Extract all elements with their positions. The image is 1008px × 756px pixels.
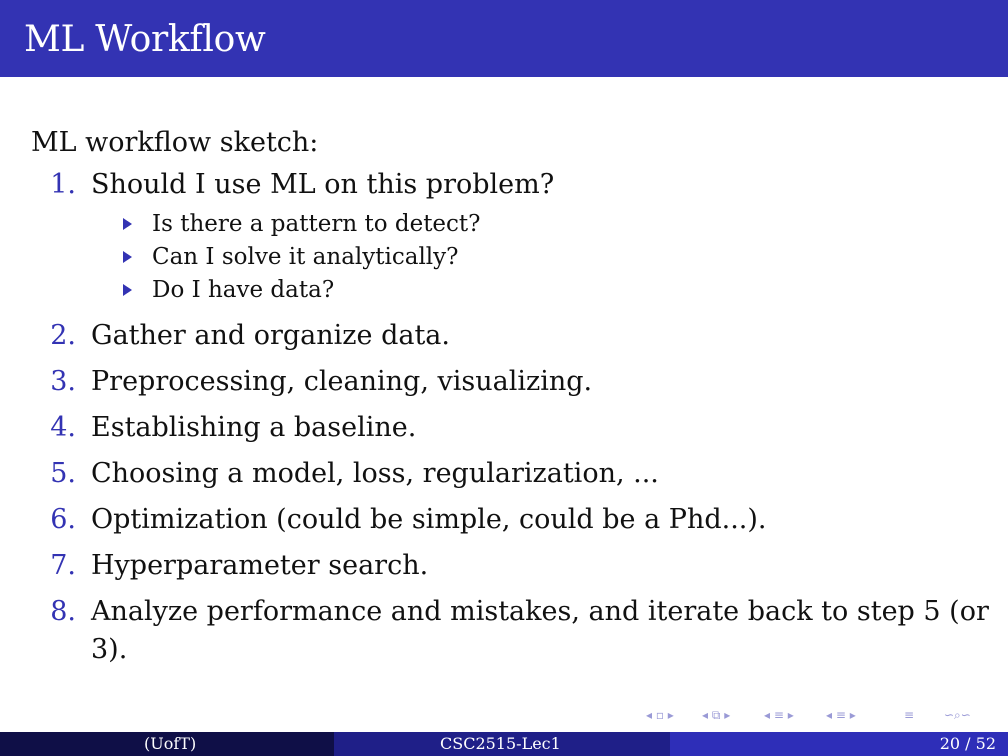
footer-course: CSC2515-Lec1 xyxy=(440,734,561,753)
sub-item-text: Do I have data? xyxy=(152,277,335,303)
item-text: Hyperparameter search. xyxy=(91,550,429,581)
item-number: 8. xyxy=(50,596,76,627)
title-bar xyxy=(0,0,1008,77)
item-text: Optimization (could be simple, could be a Phd...). xyxy=(91,504,767,535)
footer-author: (UofT) xyxy=(144,734,197,753)
slide-title: ML Workflow xyxy=(24,19,266,60)
beamer-navigation xyxy=(646,707,1000,723)
item-number: 4. xyxy=(50,412,76,443)
footer-page-cell xyxy=(670,732,1008,756)
item-text: Analyze performance and mistakes, and iterate back to step 5 (or xyxy=(91,596,989,627)
item-number: 7. xyxy=(50,550,76,581)
item-text: Choosing a model, loss, regularization, ... xyxy=(91,458,659,489)
nav-frame-first-icon[interactable]: ◂ ▫ ▸ xyxy=(646,708,674,722)
item-number: 1. xyxy=(50,169,76,200)
sub-item-text: Can I solve it analytically? xyxy=(152,244,459,270)
item-text-continuation: 3). xyxy=(91,634,128,665)
item-text: Establishing a baseline. xyxy=(91,412,417,443)
item-text: Should I use ML on this problem? xyxy=(91,169,555,200)
bullet-triangle-icon xyxy=(123,218,132,230)
item-text: Preprocessing, cleaning, visualizing. xyxy=(91,366,593,397)
sub-item-text: Is there a pattern to detect? xyxy=(152,211,481,237)
nav-section-icon[interactable]: ◂ ⧉ ▸ xyxy=(702,708,731,722)
item-number: 6. xyxy=(50,504,76,535)
footer xyxy=(0,732,1008,756)
intro-text: ML workflow sketch: xyxy=(31,127,319,158)
nav-frame-icon[interactable]: ◂ ≡ ▸ xyxy=(826,708,856,722)
nav-subsection-icon[interactable]: ◂ ≡ ▸ xyxy=(764,708,794,722)
footer-author-cell xyxy=(0,732,334,756)
item-number: 3. xyxy=(50,366,76,397)
item-text: Gather and organize data. xyxy=(91,320,450,351)
item-number: 5. xyxy=(50,458,76,489)
item-number: 2. xyxy=(50,320,76,351)
nav-search-icon[interactable]: ∽⌕∽ xyxy=(944,708,971,722)
bullet-triangle-icon xyxy=(123,251,132,263)
nav-align-icon[interactable]: ≡ xyxy=(904,708,915,722)
footer-course-cell xyxy=(334,732,670,756)
footer-page-number: 20 / 52 xyxy=(939,734,996,753)
bullet-triangle-icon xyxy=(123,284,132,296)
